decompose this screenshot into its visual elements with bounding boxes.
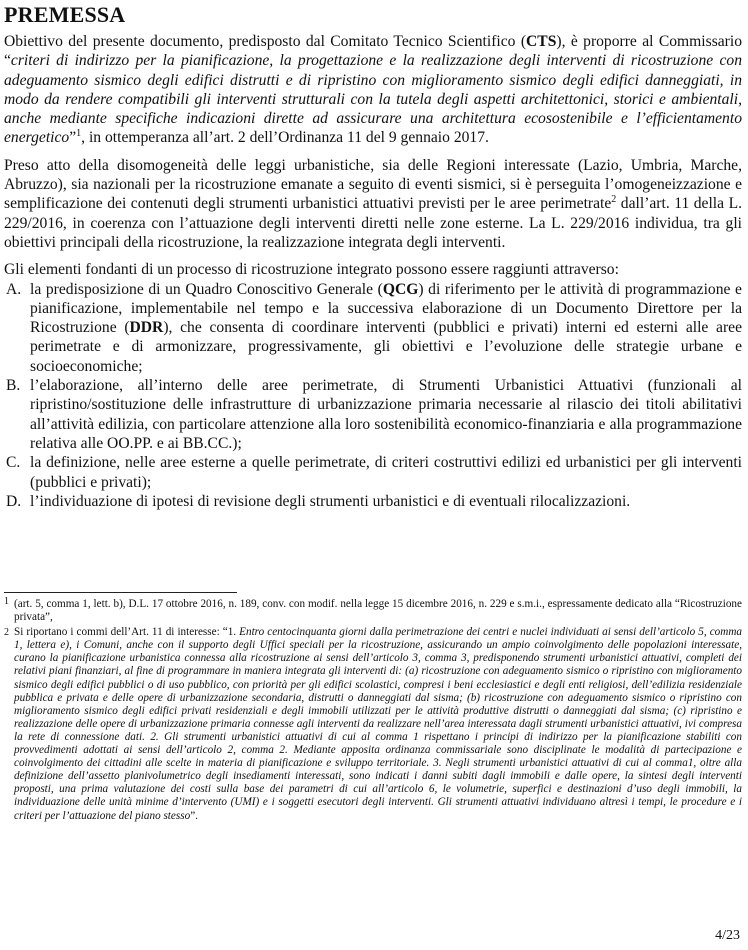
footnote-2: 2 Si riportano i commi dell’Art. 11 di interesse: “1. Entro centocinquanta giorni dalla perimetrazione dei centri e nuclei individuati ai sensi dell’articolo 5, comma 1, lettera e), i Comuni, anche con il supporto degli Uffici speciali per la ricostruzione, assicurando un ampio coinvolgimento delle popolazioni interessate, curano la pianificazione urbanistica connessa alla ricostruzione ai sensi dell’articolo 3, comma 3, predisponendo strumenti urbanistici attuativi, completi dei relativi piani finanziari, al fine di programmare in maniera integrata gli interventi di: (a) ricostruzione con adeguamento sismico o ripristino con miglioramento sismico degli edifici pubblici o di uso pubblico, con priorità per gli edifici scolastici, compresi i beni ecclesiastici e degli enti religiosi, dell’edilizia residenziale pubblica e privata e delle opere di urbanizzazione secondaria, distrutti o danneggiati dal sisma; (b) ricostruzione con adeguamento sismico o ripristino con miglioramento sismico degli edifici privati residenziali e degli immobili utilizzati per le attività produttive distrutti o danneggiati dal sisma; (c) ripristino e realizzazione delle opere di urbanizzazione primaria connesse agli interventi da realizzare nell’area interessata dagli strumenti urbanistici attuativi, ivi compresa la rete di connessione dati. 2. Gli strumenti urbanistici attuativi di cui al comma 1 rispettano i principi di indirizzo per la pianificazione stabiliti con provvedimenti adottati ai sensi dell’articolo 2, comma 2. Mediante apposita ordinanza commissariale sono disciplinate le modalità di partecipazione e coinvolgimento dei cittadini alle scelte in materia di pianificazione e sviluppo territoriale. 3. Negli strumenti urbanistici attuativi di cui al comma1, oltre alla definizione dell’assetto planivolumetrico degli insediamenti interessati, sono indicati i danni subiti dagli immobili e dalle opere, la sintesi degli interventi proposti, una prima valutazione dei costi sulla base dei parametri di cui all’articolo 6, le volumetrie, superfici e destinazioni d’uso degli immobili, la individuazione delle unità minime d’intervento (UMI) e i soggetti esecutori degli interventi. Gli strumenti attuativi individuano altresì i tempi, le procedure e i criteri per l’attuazione del piano stesso”. xyxy=(4,626,743,822)
page-title: PREMESSA xyxy=(4,2,126,27)
qcg-acronym: QCG xyxy=(382,280,419,298)
paragraph-context: Preso atto della disomogeneità delle leggi urbanistiche, sia delle Regioni interessate (Lazio, Umbria, Marche, Abruzzo), sia nazionali per la ricostruzione emanate a seguito di eventi sismici, si è perseguita l’omogeneizzazione e semplificazione dei contenuti degli strumenti urbanistici attuativi previsti per le aree perimetrate$^2$ dall’art. 11 della L. 229/2016, in coerenza con l’attuazione degli interventi diretti nelle zone esterne. La L. 229/2016 individua, tra gli obiettivi principali della ricostruzione, la realizzazione integrata degli interventi. xyxy=(4,156,742,251)
elements-list xyxy=(4,280,742,512)
ddr-acronym: DDR xyxy=(129,319,164,337)
footnote-number: 2 xyxy=(4,627,9,639)
list-marker: D. xyxy=(6,492,22,510)
paragraph-objective: Obiettivo del presente documento, predisposto dal Comitato Tecnico Scientifico (CTS), è proporre al Commissario “criteri di indirizzo per la pianificazione, la progettazione e la realizzazione degli interventi di ricostruzione con adeguamento sismico degli edifici distrutti e di ripristino con miglioramento sismico degli edifici danneggiati, in modo da rendere compatibili gli interventi strutturali con la tutela degli aspetti architettonici, storici e ambientali, anche mediante specifiche indicazioni dirette ad assicurare una architettura ecosostenibile e l’efficientamento energetico”$^1$, in ottemperanza all’art. 2 dell’Ordinanza 11 del 9 gennaio 2017. xyxy=(4,33,743,147)
page-number: 4/23 xyxy=(715,928,740,943)
list-item-d: D. l’individuazione di ipotesi di revisione degli strumenti urbanistici e di eventuali rilocalizzazioni. xyxy=(6,492,631,510)
footnote-ref-2[interactable]: 2 xyxy=(611,194,617,206)
footnote-separator xyxy=(4,592,237,593)
list-item-b: B. l’elaborazione, all’interno delle aree perimetrate, di Strumenti Urbanistici Attuativi (funzionali al ripristino/sostituzione delle infrastrutture di urbanizzazione primaria necessarie al rilascio dei titoli abilitativi all’attività edilizia, con particolare attenzione alla loro sostenibilità economico-finanziaria e alla programmazione relativa alle OO.PP. e ai BB.CC.); xyxy=(6,377,742,452)
footnote-number: 1 xyxy=(4,596,9,607)
cts-acronym: CTS xyxy=(526,33,557,50)
document-page xyxy=(4,2,742,511)
list-marker: A. xyxy=(6,280,22,298)
list-marker: C. xyxy=(6,454,21,472)
list-item-c: C. la definizione, nelle aree esterne a quelle perimetrate, di criteri costruttivi edilizi ed urbanistici per gli interventi (pubblici e privati); xyxy=(6,454,742,491)
footnote-ref-1[interactable]: 1 xyxy=(76,128,82,140)
list-item-a: A. la predisposizione di un Quadro Conoscitivo Generale (QCG) di riferimento per le attività di programmazione e pianificazione, implementabile nel tempo e la successiva elaborazione di un Documento Direttore per la Ricostruzione (DDR), che consenta di coordinare interventi (pubblici e privati) interni ed esterni alle aree perimetrate e di armonizzare, progressivamente, gli obiettivi e l’evoluzione delle strategie urbane e socioeconomiche; xyxy=(6,280,743,375)
paragraph-list-intro: Gli elementi fondanti di un processo di ricostruzione integrato possono essere raggiunti attraverso: xyxy=(4,261,619,279)
footnotes xyxy=(4,598,742,825)
footnote-1: 1 (art. 5, comma 1, lett. b), D.L. 17 ottobre 2016, n. 189, conv. con modif. nella legge 15 dicembre 2016, n. 229 e s.m.i., espressamente dedicato alla “Ricostruzione privata”, xyxy=(4,596,742,624)
objective-quote: criteri di indirizzo per la pianificazione, la progettazione e la realizzazione degli interventi di ricostruzione con adeguamento sismico degli edifici distrutti e di ripristino con miglioramento sismico degli edifici danneggiati, in modo da rendere compatibili gli interventi strutturali con la tutela degli aspetti architettonici, storici e ambientali, anche mediante specifiche indicazioni dirette ad assicurare una architettura ecosostenibile e l’efficientamento energetico xyxy=(4,52,742,147)
article-11-quote: Entro centocinquanta giorni dalla perimetrazione dei centri e nuclei individuati ai sensi dell’articolo 5, comma 1, lettera e), i Comuni, anche con il supporto degli Uffici speciali per la ricostruzione, assicurando un ampio coinvolgimento delle popolazioni interessate, curano la pianificazione urbanistica connessa alla ricostruzione ai sensi dell’articolo 3, comma 3, predisponendo strumenti urbanistici attuativi, completi dei relativi piani finanziari, al fine di programmare in maniera integrata gli interventi di: (a) ricostruzione con adeguamento sismico o ripristino con miglioramento sismico degli edifici pubblici o di uso pubblico, con priorità per gli edifici scolastici, compresi i beni ecclesiastici e degli enti religiosi, dell’edilizia residenziale pubblica e privata e delle opere di urbanizzazione secondaria, distrutti o danneggiati dal sisma; (b) ricostruzione con adeguamento sismico o ripristino con miglioramento sismico degli edifici privati residenziali e degli immobili utilizzati per le attività produttive distrutti o danneggiati dal sisma; (c) ripristino e realizzazione delle opere di urbanizzazione primaria connesse agli interventi da realizzare nell’area interessata dagli strumenti urbanistici attuativi, ivi compresa la rete di connessione dati. 2. Gli strumenti urbanistici attuativi di cui al comma 1 rispettano i principi di indirizzo per la pianificazione stabiliti con provvedimenti adottati ai sensi dell’articolo 2, comma 2. Mediante apposita ordinanza commissariale sono disciplinate le modalità di partecipazione e coinvolgimento dei cittadini alle scelte in materia di pianificazione e sviluppo territoriale. 3. Negli strumenti urbanistici attuativi di cui al comma1, oltre alla definizione dell’assetto planivolumetrico degli insediamenti interessati, sono indicati i danni subiti dagli immobili e dalle opere, la sintesi degli interventi proposti, una prima valutazione dei costi sulla base dei parametri di cui all’articolo 6, le volumetrie, superfici e destinazioni d’uso degli immobili, la individuazione delle unità minime d’intervento (UMI) e i soggetti esecutori degli interventi. Gli strumenti attuativi individuano altresì i tempi, le procedure e i criteri per l’attuazione del piano stesso xyxy=(14,626,743,822)
list-marker: B. xyxy=(6,377,21,395)
